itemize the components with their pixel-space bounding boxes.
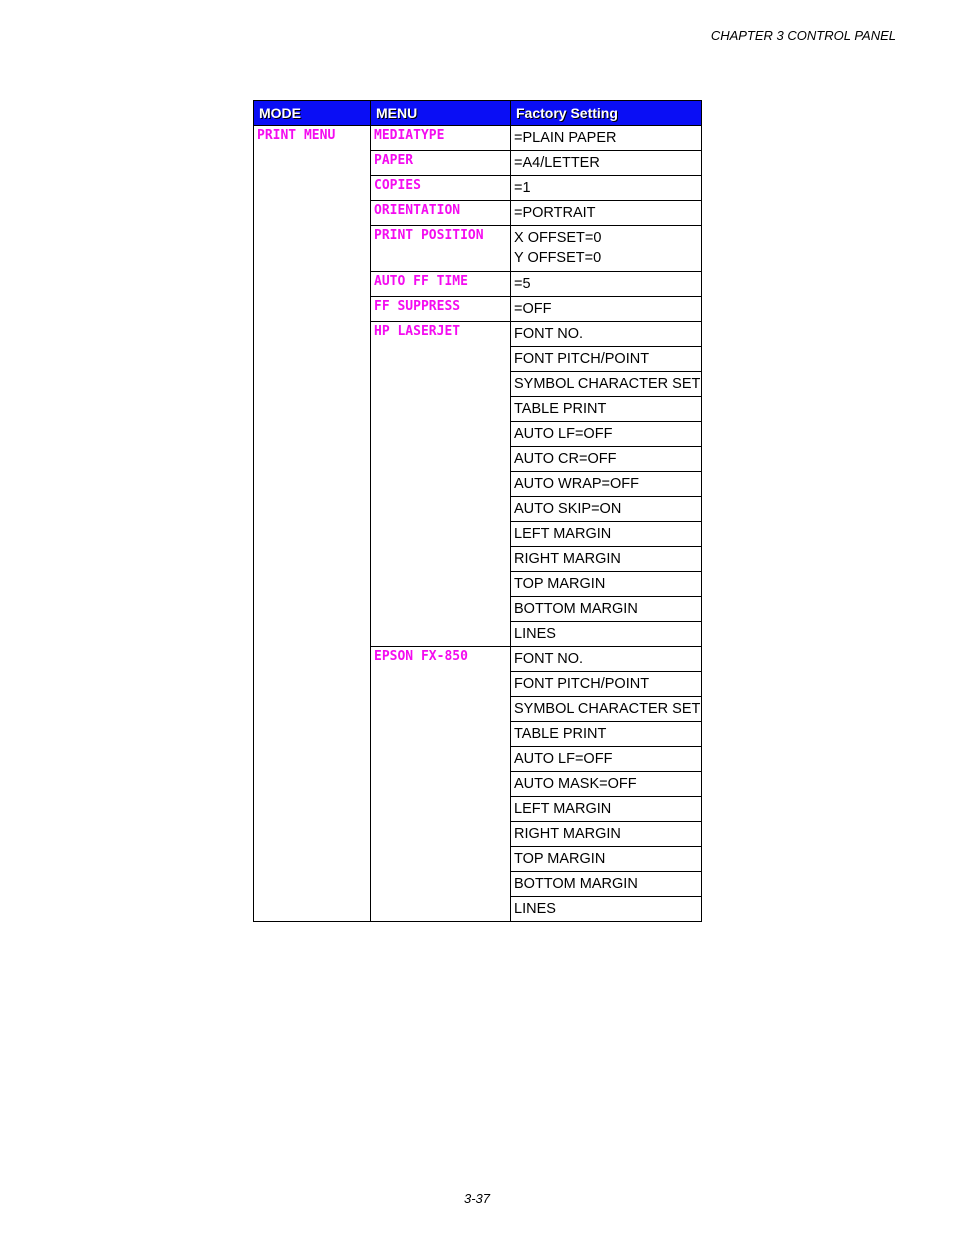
table-header-row [254,101,702,126]
setting-cell: FONT PITCH/POINT [511,672,702,697]
setting-cell: =1 [511,176,702,201]
menu-cell: COPIES [371,176,511,201]
setting-cell: AUTO LF=OFF [511,747,702,772]
setting-cell: LINES [511,897,702,922]
menu-cell: ORIENTATION [371,201,511,226]
setting-cell: =A4/LETTER [511,151,702,176]
chapter-header: CHAPTER 3 CONTROL PANEL [710,28,896,43]
table-body [254,126,702,922]
setting-cell: RIGHT MARGIN [511,547,702,572]
setting-cell: TABLE PRINT [511,722,702,747]
setting-cell: SYMBOL CHARACTER SET [511,697,702,722]
menu-cell: MEDIATYPE [371,126,511,151]
setting-cell: LEFT MARGIN [511,797,702,822]
setting-cell: AUTO CR=OFF [511,447,702,472]
column-header-menu: MENU [371,101,511,126]
setting-cell: =PLAIN PAPER [511,126,702,151]
setting-cell [511,226,702,272]
menu-cell: HP LASERJET [371,322,511,647]
setting-cell: =PORTRAIT [511,201,702,226]
page-number: 3-37 [463,1191,491,1206]
menu-cell: PAPER [371,151,511,176]
menu-cell: PRINT POSITION [371,226,511,272]
setting-cell: AUTO LF=OFF [511,422,702,447]
setting-cell: TABLE PRINT [511,397,702,422]
setting-cell: AUTO WRAP=OFF [511,472,702,497]
setting-cell: FONT PITCH/POINT [511,347,702,372]
column-header-mode: MODE [254,101,371,126]
table-row [254,126,702,151]
setting-cell: =5 [511,272,702,297]
setting-cell: BOTTOM MARGIN [511,597,702,622]
setting-cell: RIGHT MARGIN [511,822,702,847]
setting-cell: TOP MARGIN [511,847,702,872]
setting-cell: LINES [511,622,702,647]
menu-cell: AUTO FF TIME [371,272,511,297]
mode-cell: PRINT MENU [254,126,371,922]
setting-cell: AUTO MASK=OFF [511,772,702,797]
factory-settings-table [253,100,702,922]
setting-line: X OFFSET=0 [514,230,602,246]
setting-cell: =OFF [511,297,702,322]
setting-line: Y OFFSET=0 [514,250,602,266]
menu-cell: FF SUPPRESS [371,297,511,322]
setting-cell: AUTO SKIP=ON [511,497,702,522]
setting-cell: FONT NO. [511,647,702,672]
setting-cell: BOTTOM MARGIN [511,872,702,897]
setting-cell: TOP MARGIN [511,572,702,597]
setting-cell: LEFT MARGIN [511,522,702,547]
column-header-factory-setting: Factory Setting [511,101,702,126]
menu-cell: EPSON FX-850 [371,647,511,922]
setting-cell: SYMBOL CHARACTER SET [511,372,702,397]
setting-cell: FONT NO. [511,322,702,347]
